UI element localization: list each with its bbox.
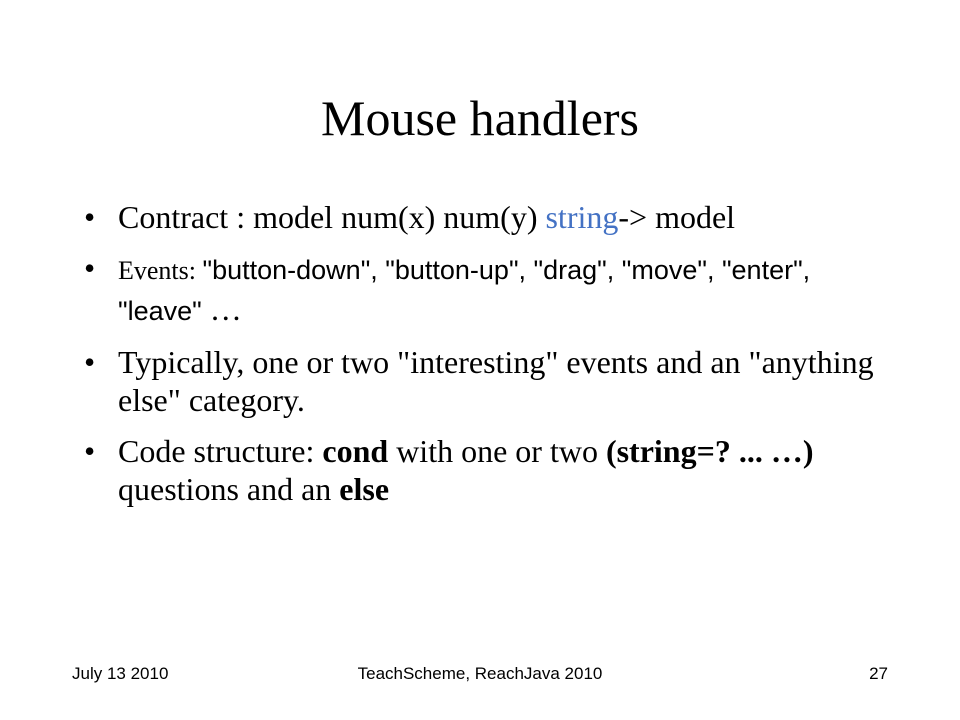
bullet-list <box>82 198 882 521</box>
code-cond: cond <box>322 433 389 469</box>
footer-center-text: TeachScheme, ReachJava 2010 <box>357 664 603 683</box>
typically-text: Typically, one or two "interesting" events and an "anything else" category. <box>118 344 874 418</box>
footer-date: July 13 2010 <box>72 664 169 683</box>
bullet-events <box>82 249 882 330</box>
footer-page-number: 27 <box>869 664 888 683</box>
code-part2: with one or two <box>388 433 606 469</box>
bullet-code-structure <box>82 432 882 508</box>
bullet-contract <box>82 198 882 236</box>
contract-prefix: Contract : model num(x) num(y) <box>118 199 546 235</box>
code-part3: questions and an <box>118 471 340 507</box>
events-list: "button-down", "button-up", "drag", "move", "enter", "leave" <box>118 255 811 326</box>
events-label: Events: <box>118 256 203 285</box>
code-else: else <box>339 471 390 507</box>
slide-title: Mouse handlers <box>321 90 639 146</box>
events-ellipsis: … <box>201 291 242 327</box>
code-string-question: (string=? ... …) <box>605 433 814 469</box>
code-part1: Code structure: <box>118 433 323 469</box>
bullet-typically <box>82 343 882 419</box>
contract-highlight-string: string <box>545 199 619 235</box>
contract-suffix: -> model <box>618 199 736 235</box>
